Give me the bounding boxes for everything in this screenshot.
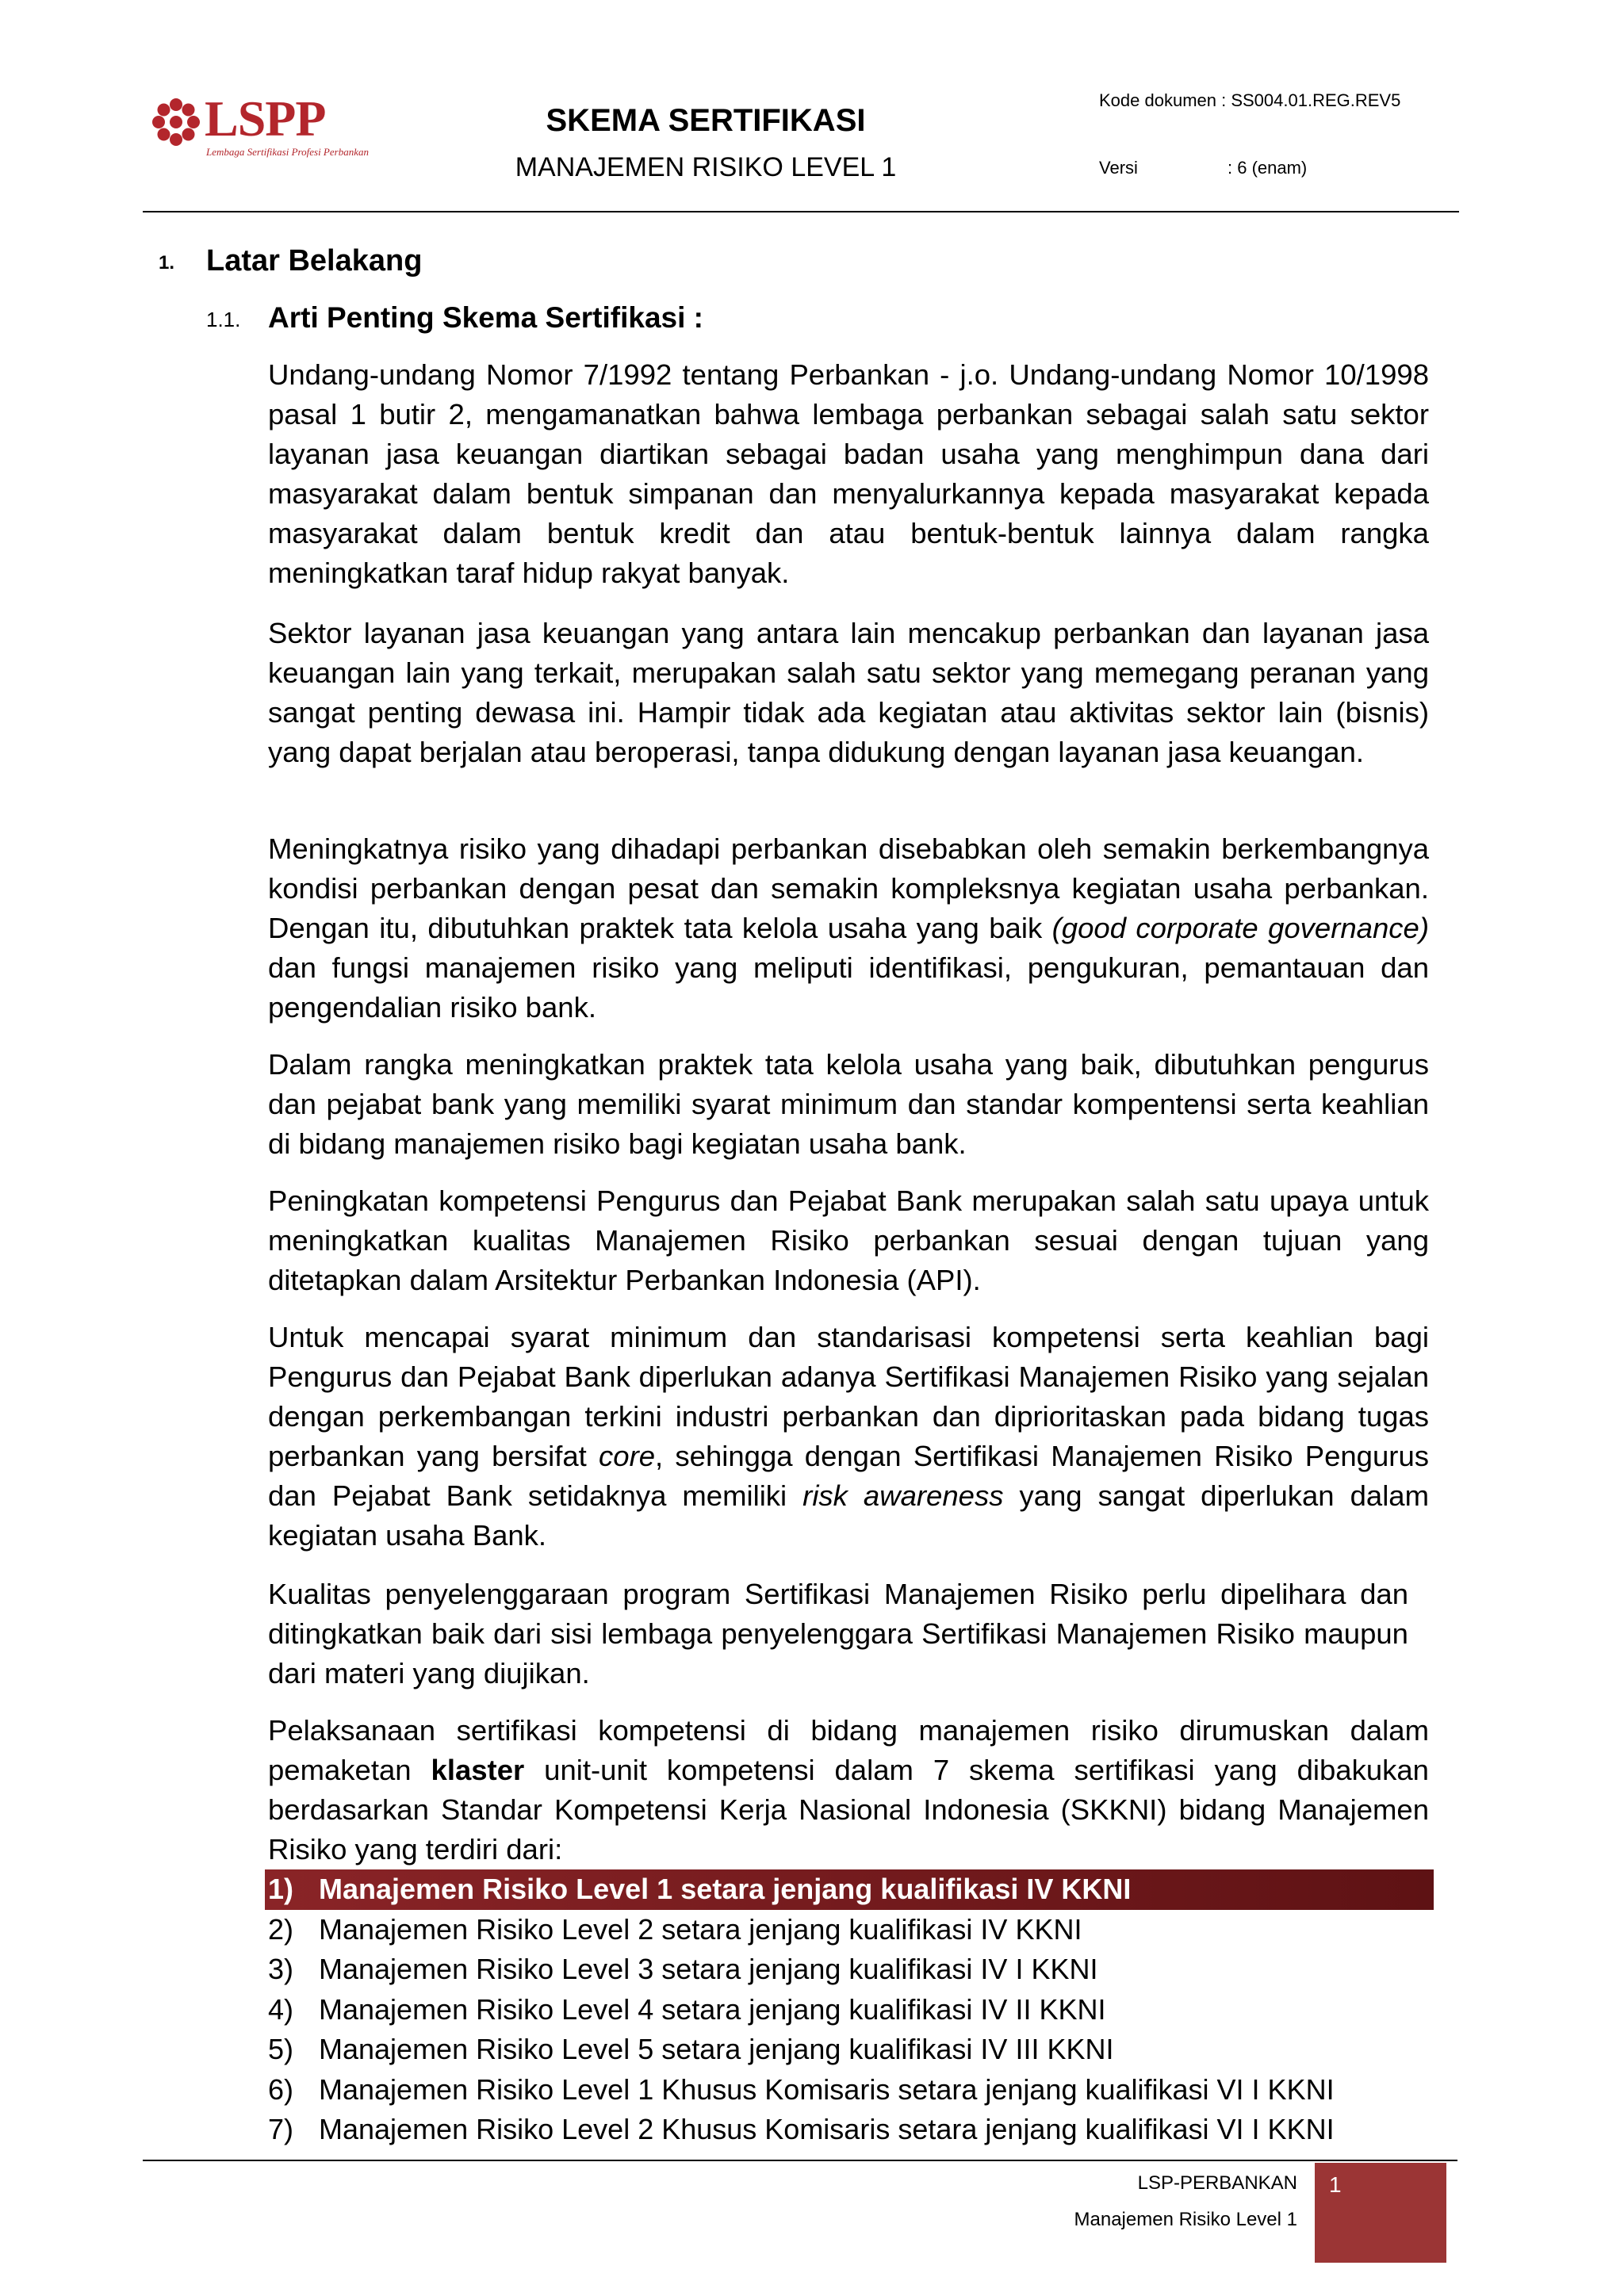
logo-wordmark: LSPP: [205, 90, 326, 147]
footer-doc: Manajemen Risiko Level 1: [1074, 2209, 1297, 2230]
footer-org: LSP-PERBANKAN: [1137, 2172, 1297, 2194]
section-number: 1.: [159, 252, 175, 274]
subsection-title: Arti Penting Skema Sertifikasi :: [268, 301, 704, 334]
list-item: 1) Manajemen Risiko Level 1 setara jenjang kualifikasi IV KKNI: [265, 1869, 1434, 1910]
paragraph-8: Pelaksanaan sertifikasi kompetensi di bidang manajemen risiko dirumuskan dalam pemaketan klaster unit-unit kompetensi dalam 7 skema sertifikasi yang dibakukan berdasarkan Standar Kompetensi Kerja Nasional Indonesia (SKKNI) bidang Manajemen Risiko yang terdiri dari:: [268, 1714, 1429, 1866]
section-title: Latar Belakang: [206, 244, 423, 277]
paragraph-7: Kualitas penyelenggaraan program Sertifikasi Manajemen Risiko perlu dipelihara dan ditingkatkan baik dari sisi lembaga penyelenggara Sertifikasi Manajemen Risiko maupun dari materi yang diujikan.: [268, 1578, 1408, 1689]
header-divider: [143, 211, 1459, 212]
paragraph-3: Meningkatnya risiko yang dihadapi perbankan disebabkan oleh semakin berkembangnya kondisi perbankan dengan pesat dan semakin kompleksnya kegiatan usaha perbankan. Dengan itu, dibutuhkan praktek tata kelola usaha yang baik (good corporate governance) dan fungsi manajemen risiko yang meliputi identifikasi, pengukuran, pemantauan dan pengendalian risiko bank.: [268, 832, 1429, 1024]
version-label: Versi: [1099, 158, 1138, 178]
list-item: 2) Manajemen Risiko Level 2 setara jenjang kualifikasi IV KKNI: [268, 1912, 1082, 1946]
paragraph-1: Undang-undang Nomor 7/1992 tentang Perbankan - j.o. Undang-undang Nomor 10/1998 pasal 1 butir 2, mengamanatkan bahwa lembaga perbankan sebagai salah satu sektor layanan jasa keuangan diartikan sebagai badan usaha yang menghimpun dana dari masyarakat dalam bentuk simpanan dan menyalurkannya kepada masyarakat kepada masyarakat dalam bentuk kredit dan atau bentuk-bentuk lainnya dalam rangka meningkatkan taraf hidup rakyat banyak.: [268, 358, 1429, 589]
footer-divider: [143, 2160, 1457, 2161]
paragraph-6: Untuk mencapai syarat minimum dan standarisasi kompetensi serta keahlian bagi Pengurus dan Pejabat Bank diperlukan adanya Sertifikasi Manajemen Risiko yang sejalan dengan perkembangan terkini industri perbankan dan diprioritaskan pada bidang tugas perbankan yang bersifat core, sehingga dengan Sertifikasi Manajemen Risiko Pengurus dan Pejabat Bank setidaknya memiliki risk awareness yang sangat diperlukan dalam kegiatan usaha Bank.: [268, 1321, 1430, 1552]
doc-code: Kode dokumen : SS004.01.REG.REV5: [1099, 90, 1401, 110]
paragraph-4: Dalam rangka meningkatkan praktek tata kelola usaha yang baik, dibutuhkan pengurus dan pejabat bank yang memiliki syarat minimum dan standar kompentensi serta keahlian di bidang manajemen risiko bagi kegiatan usaha bank.: [268, 1048, 1429, 1160]
paragraph-2: Sektor layanan jasa keuangan yang antara lain mencakup perbankan dan layanan jasa keuangan lain yang terkait, merupakan salah satu sektor yang memegang peranan yang sangat penting dewasa ini. Hampir tidak ada kegiatan atau aktivitas sektor lain (bisnis) yang dapat berjalan atau beroperasi, tanpa didukung dengan layanan jasa keuangan.: [268, 617, 1429, 768]
version-value: : 6 (enam): [1228, 158, 1308, 178]
lspp-logo: [151, 90, 369, 166]
paragraph-5: Peningkatan kompetensi Pengurus dan Pejabat Bank merupakan salah satu upaya untuk meningkatkan kualitas Manajemen Risiko perbankan sesuai dengan tujuan yang ditetapkan dalam Arsitektur Perbankan Indonesia (API).: [268, 1184, 1429, 1296]
document-title: SKEMA SERTIFIKASI: [546, 103, 866, 138]
list-item: 6) Manajemen Risiko Level 1 Khusus Komisaris setara jenjang kualifikasi VI I KKNI: [268, 2072, 1335, 2106]
flower-logo-icon: [151, 97, 201, 147]
logo-subtitle: Lembaga Sertifikasi Profesi Perbankan: [206, 146, 369, 158]
list-item: 3) Manajemen Risiko Level 3 setara jenjang kualifikasi IV I KKNI: [268, 1953, 1098, 1985]
list-item: 7) Manajemen Risiko Level 2 Khusus Komisaris setara jenjang kualifikasi VI I KKNI: [268, 2113, 1335, 2145]
list-item: 4) Manajemen Risiko Level 4 setara jenjang kualifikasi IV II KKNI: [268, 1992, 1106, 2026]
scheme-list: [268, 1869, 1434, 2150]
subsection-number: 1.1.: [206, 308, 241, 331]
page-number: 1: [1329, 2172, 1342, 2197]
list-item: 5) Manajemen Risiko Level 5 setara jenjang kualifikasi IV III KKNI: [268, 2033, 1114, 2065]
document-subtitle: MANAJEMEN RISIKO LEVEL 1: [515, 152, 897, 182]
